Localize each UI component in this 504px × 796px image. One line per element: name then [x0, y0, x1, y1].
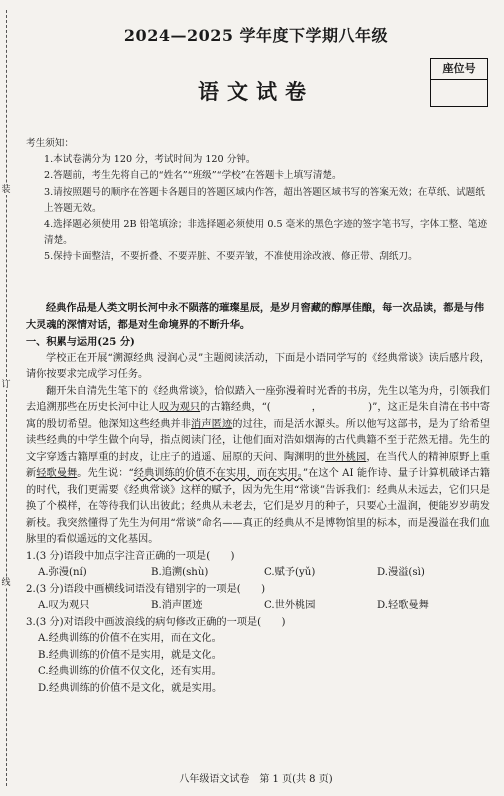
- question-2-options: [26, 598, 490, 615]
- wavy-sentence: 经典训练的价值不在实用，而在实用。: [133, 468, 303, 479]
- section-one: [26, 334, 490, 697]
- option[interactable]: B.消声匿迹: [151, 600, 203, 611]
- option[interactable]: D.漫溢(sì): [377, 567, 425, 578]
- section-lead: 学校正在开展“溯源经典 浸润心灵”主题阅读活动，下面是小语同学写的《经典常谈》读后感片段，请你按要求完成学习任务。: [26, 352, 490, 380]
- note-item: 3.请按照题号的顺序在答题卡各题目的答题区域内作答，超出答题区域书写的答案无效；在草纸、试题纸上答题无效。: [44, 186, 485, 214]
- note-item: 1.本试卷满分为 120 分，考试时间为 120 分钟。: [44, 154, 256, 166]
- binding-label-xian: 线: [1, 578, 11, 588]
- binding-label-ding: 订: [1, 380, 11, 390]
- underlined-term: 叹为观只: [159, 402, 201, 413]
- question-1-options: [26, 565, 490, 582]
- note-item: 4.选择题必须使用 2B 铅笔填涂；非选择题必须使用 0.5 毫米的黑色字迹的签字笔书写，字体工整、笔迹清楚。: [44, 219, 488, 247]
- underlined-term: 轻歌曼舞: [36, 468, 78, 479]
- question-3: 3.(3 分)对语段中画波浪线的病句修改正确的一项是( ): [26, 616, 286, 628]
- exam-year-title: 2024—2025 学年度下学期八年级: [123, 26, 389, 45]
- binding-line: [6, 10, 13, 786]
- binding-label-zhuang: 装: [1, 185, 11, 195]
- exam-intro: 经典作品是人类文明长河中永不陨落的璀璨星辰，是岁月窖藏的醇厚佳酿，每一次品读，都是与伟大灵魂的深情对话，都是对生命境界的不断升华。: [26, 302, 485, 331]
- option[interactable]: C.世外桃园: [264, 600, 316, 611]
- note-item: 2.答题前，考生先将自己的“姓名”“班级”“学校”在答题卡上填写清楚。: [44, 170, 342, 182]
- option[interactable]: C.经典训练的价值不仅文化，还有实用。: [38, 666, 222, 677]
- reading-passage: 翻开朱自清先生笔下的《经典常谈》，恰似踏入一座弥漫着时光香的书房，先生以笔为舟，引领我们去追溯那些在历史长河中让人叹为观只的古籍经典，“( ， )”，这正是朱自清在书中寄寓的殷切希望。他深知这些经典并非消声匿迹的过往，而是活水源头。所以他写这部书，是为了给希望读些经典的中学生做个向导，指点阅读门径，让他们面对浩如烟海的古代典籍不至于茫然无措。先生的文字穿透古籍厚重的封皮，让庄子的逍遥、屈原的天问、陶渊明的世外桃园，在当代人的精神原野上重新轻歌曼舞。先生说：“经典训练的价值不在实用，而在实用。”在这个 AI 能作诗、量子计算机破译古籍的时代，我们更需要《经典常谈》这样的赋予，因为先生用“常谈”告诉我们：经典从未远去，它们只是换了个模样，在等待我们认出彼此；经典从未老去，它们是岁月的种子，只要心土温润，便能岁岁萌发新枝。我突然懂得了先生为何用“常谈”命名——真正的经典从不是博物馆里的标本，而是漫溢在我们血脉里的看似遥远的文化基因。: [26, 385, 491, 545]
- notes-heading: 考生须知：: [26, 138, 74, 149]
- option[interactable]: B.经典训练的价值不是实用，就是文化。: [38, 649, 222, 661]
- option[interactable]: B.追溯(shù): [151, 567, 209, 578]
- exam-subject-title: 语文试卷: [198, 79, 314, 104]
- option[interactable]: C.赋予(yǔ): [264, 567, 316, 578]
- question-2: 2.(3 分)语段中画横线词语没有错别字的一项是( ): [26, 583, 266, 595]
- question-1: 1.(3 分)语段中加点字注音正确的一项是( ): [26, 550, 235, 562]
- underlined-term: 世外桃园: [325, 451, 367, 463]
- option[interactable]: A.叹为观只: [38, 600, 90, 611]
- section-heading: 一、积累与运用(25 分): [26, 336, 135, 348]
- option[interactable]: D.轻歌曼舞: [377, 600, 429, 611]
- note-item: 5.保持卡面整洁，不要折叠、不要弄脏、不要弄皱，不准使用涂改液、修正带、刮纸刀。: [44, 251, 418, 263]
- seat-number-label: 座位号: [431, 59, 487, 80]
- underlined-term: 消声匿迹: [191, 418, 233, 430]
- exam-page: [22, 0, 490, 796]
- option[interactable]: A.弥漫(ní): [38, 567, 87, 578]
- page-footer: 八年级语文试卷 第 1 页(共 8 页): [179, 773, 333, 785]
- option[interactable]: D.经典训练的价值不是文化，就是实用。: [38, 682, 223, 694]
- candidate-notes: [26, 136, 490, 266]
- option[interactable]: A.经典训练的价值不在实用，而在文化。: [38, 633, 222, 644]
